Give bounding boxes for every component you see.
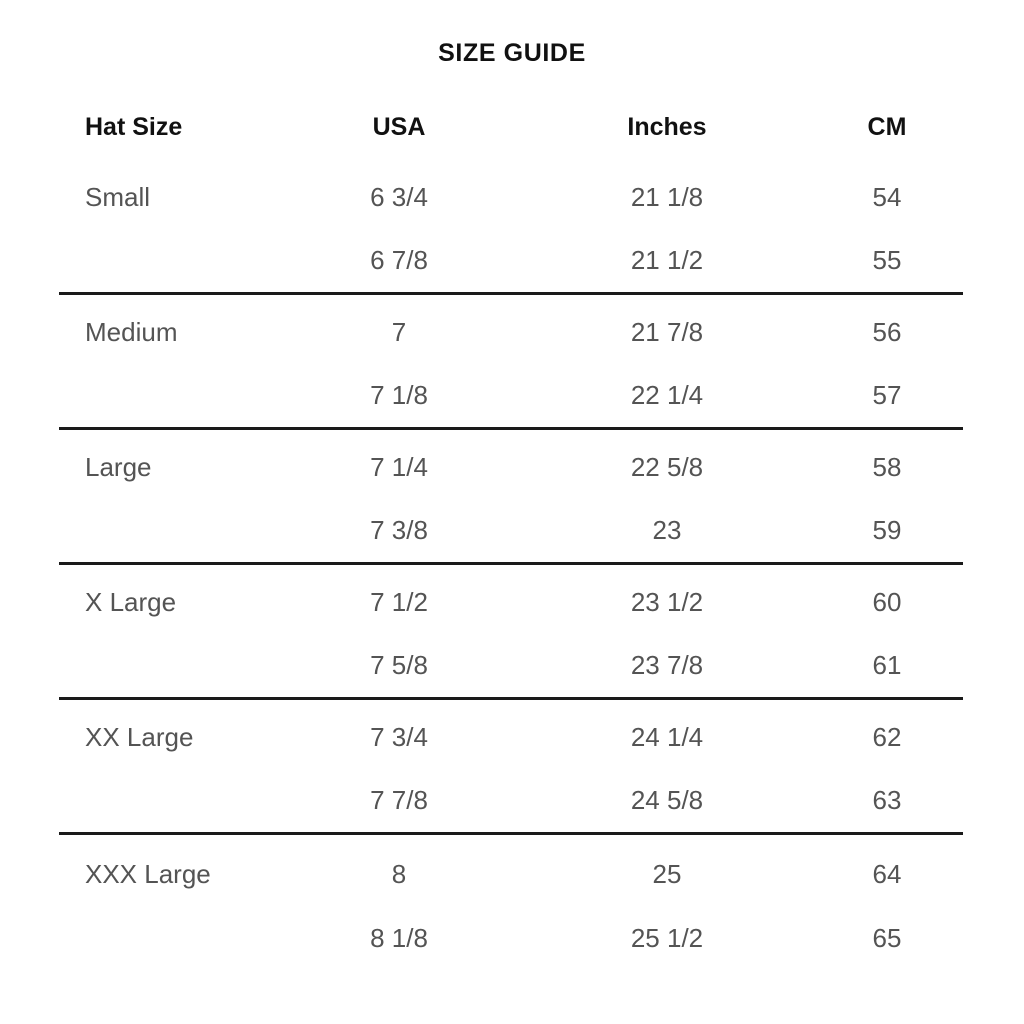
cell-hat-size: Small — [85, 182, 151, 212]
cell-hat-size: XX Large — [85, 722, 194, 752]
cell-cm: 63 — [872, 785, 902, 815]
cell-usa: 8 1/8 — [370, 922, 428, 953]
table-row — [59, 843, 963, 907]
cell-inches: 23 7/8 — [630, 650, 704, 680]
table-row — [59, 436, 963, 499]
cell-usa: 7 7/8 — [370, 785, 428, 815]
cell-inches: 24 1/4 — [630, 722, 704, 752]
cell-usa: 7 3/8 — [370, 515, 428, 545]
cell-hat-size: Large — [85, 452, 152, 482]
column-header-inches: Inches — [627, 113, 707, 141]
table-row — [59, 301, 963, 364]
cell-usa: 6 7/8 — [370, 245, 428, 275]
cell-inches: 24 5/8 — [630, 785, 704, 815]
cell-cm: 62 — [872, 722, 902, 752]
cell-cm: 58 — [872, 452, 902, 482]
table-row — [59, 706, 963, 769]
cell-hat-size: X Large — [85, 587, 177, 617]
cell-cm: 57 — [872, 380, 902, 410]
cell-inches: 23 1/2 — [630, 587, 704, 617]
size-section-small — [59, 160, 963, 295]
column-header-hat-size: Hat Size — [85, 113, 183, 141]
cell-cm: 64 — [872, 859, 902, 890]
cell-hat-size: XXX Large — [85, 859, 211, 890]
cell-cm: 65 — [872, 922, 902, 953]
size-section-xx-large — [59, 700, 963, 835]
cell-hat-size: Medium — [85, 317, 178, 347]
column-header-cm: CM — [867, 113, 907, 141]
cell-inches: 21 7/8 — [630, 317, 704, 347]
table-row — [59, 907, 963, 971]
table-header-row — [59, 95, 963, 160]
cell-usa: 7 1/2 — [370, 587, 428, 617]
size-section-xxx-large — [59, 835, 963, 970]
cell-usa: 7 5/8 — [370, 650, 428, 680]
cell-cm: 56 — [872, 317, 902, 347]
table-row — [59, 634, 963, 697]
cell-usa: 7 — [391, 317, 407, 347]
table-row — [59, 229, 963, 292]
size-section-medium — [59, 295, 963, 430]
size-section-large — [59, 430, 963, 565]
cell-usa: 7 1/8 — [370, 380, 428, 410]
cell-usa: 6 3/4 — [370, 182, 428, 212]
cell-inches: 21 1/8 — [630, 182, 704, 212]
cell-inches: 21 1/2 — [630, 245, 704, 275]
cell-cm: 60 — [872, 587, 902, 617]
cell-cm: 59 — [872, 515, 902, 545]
cell-inches: 25 1/2 — [630, 922, 704, 953]
cell-cm: 54 — [872, 182, 902, 212]
cell-inches: 22 1/4 — [630, 380, 704, 410]
size-guide-table — [59, 95, 963, 970]
size-section-x-large — [59, 565, 963, 700]
table-row — [59, 364, 963, 427]
cell-usa: 7 1/4 — [370, 452, 428, 482]
cell-usa: 7 3/4 — [370, 722, 428, 752]
table-row — [59, 499, 963, 562]
page-title: SIZE GUIDE — [438, 39, 586, 67]
column-header-usa: USA — [372, 113, 426, 141]
table-row — [59, 166, 963, 229]
cell-usa: 8 — [391, 859, 407, 890]
cell-inches: 25 — [652, 859, 682, 890]
cell-cm: 61 — [872, 650, 902, 680]
cell-inches: 23 — [652, 515, 682, 545]
cell-cm: 55 — [872, 245, 902, 275]
cell-inches: 22 5/8 — [630, 452, 704, 482]
table-row — [59, 571, 963, 634]
table-row — [59, 769, 963, 832]
